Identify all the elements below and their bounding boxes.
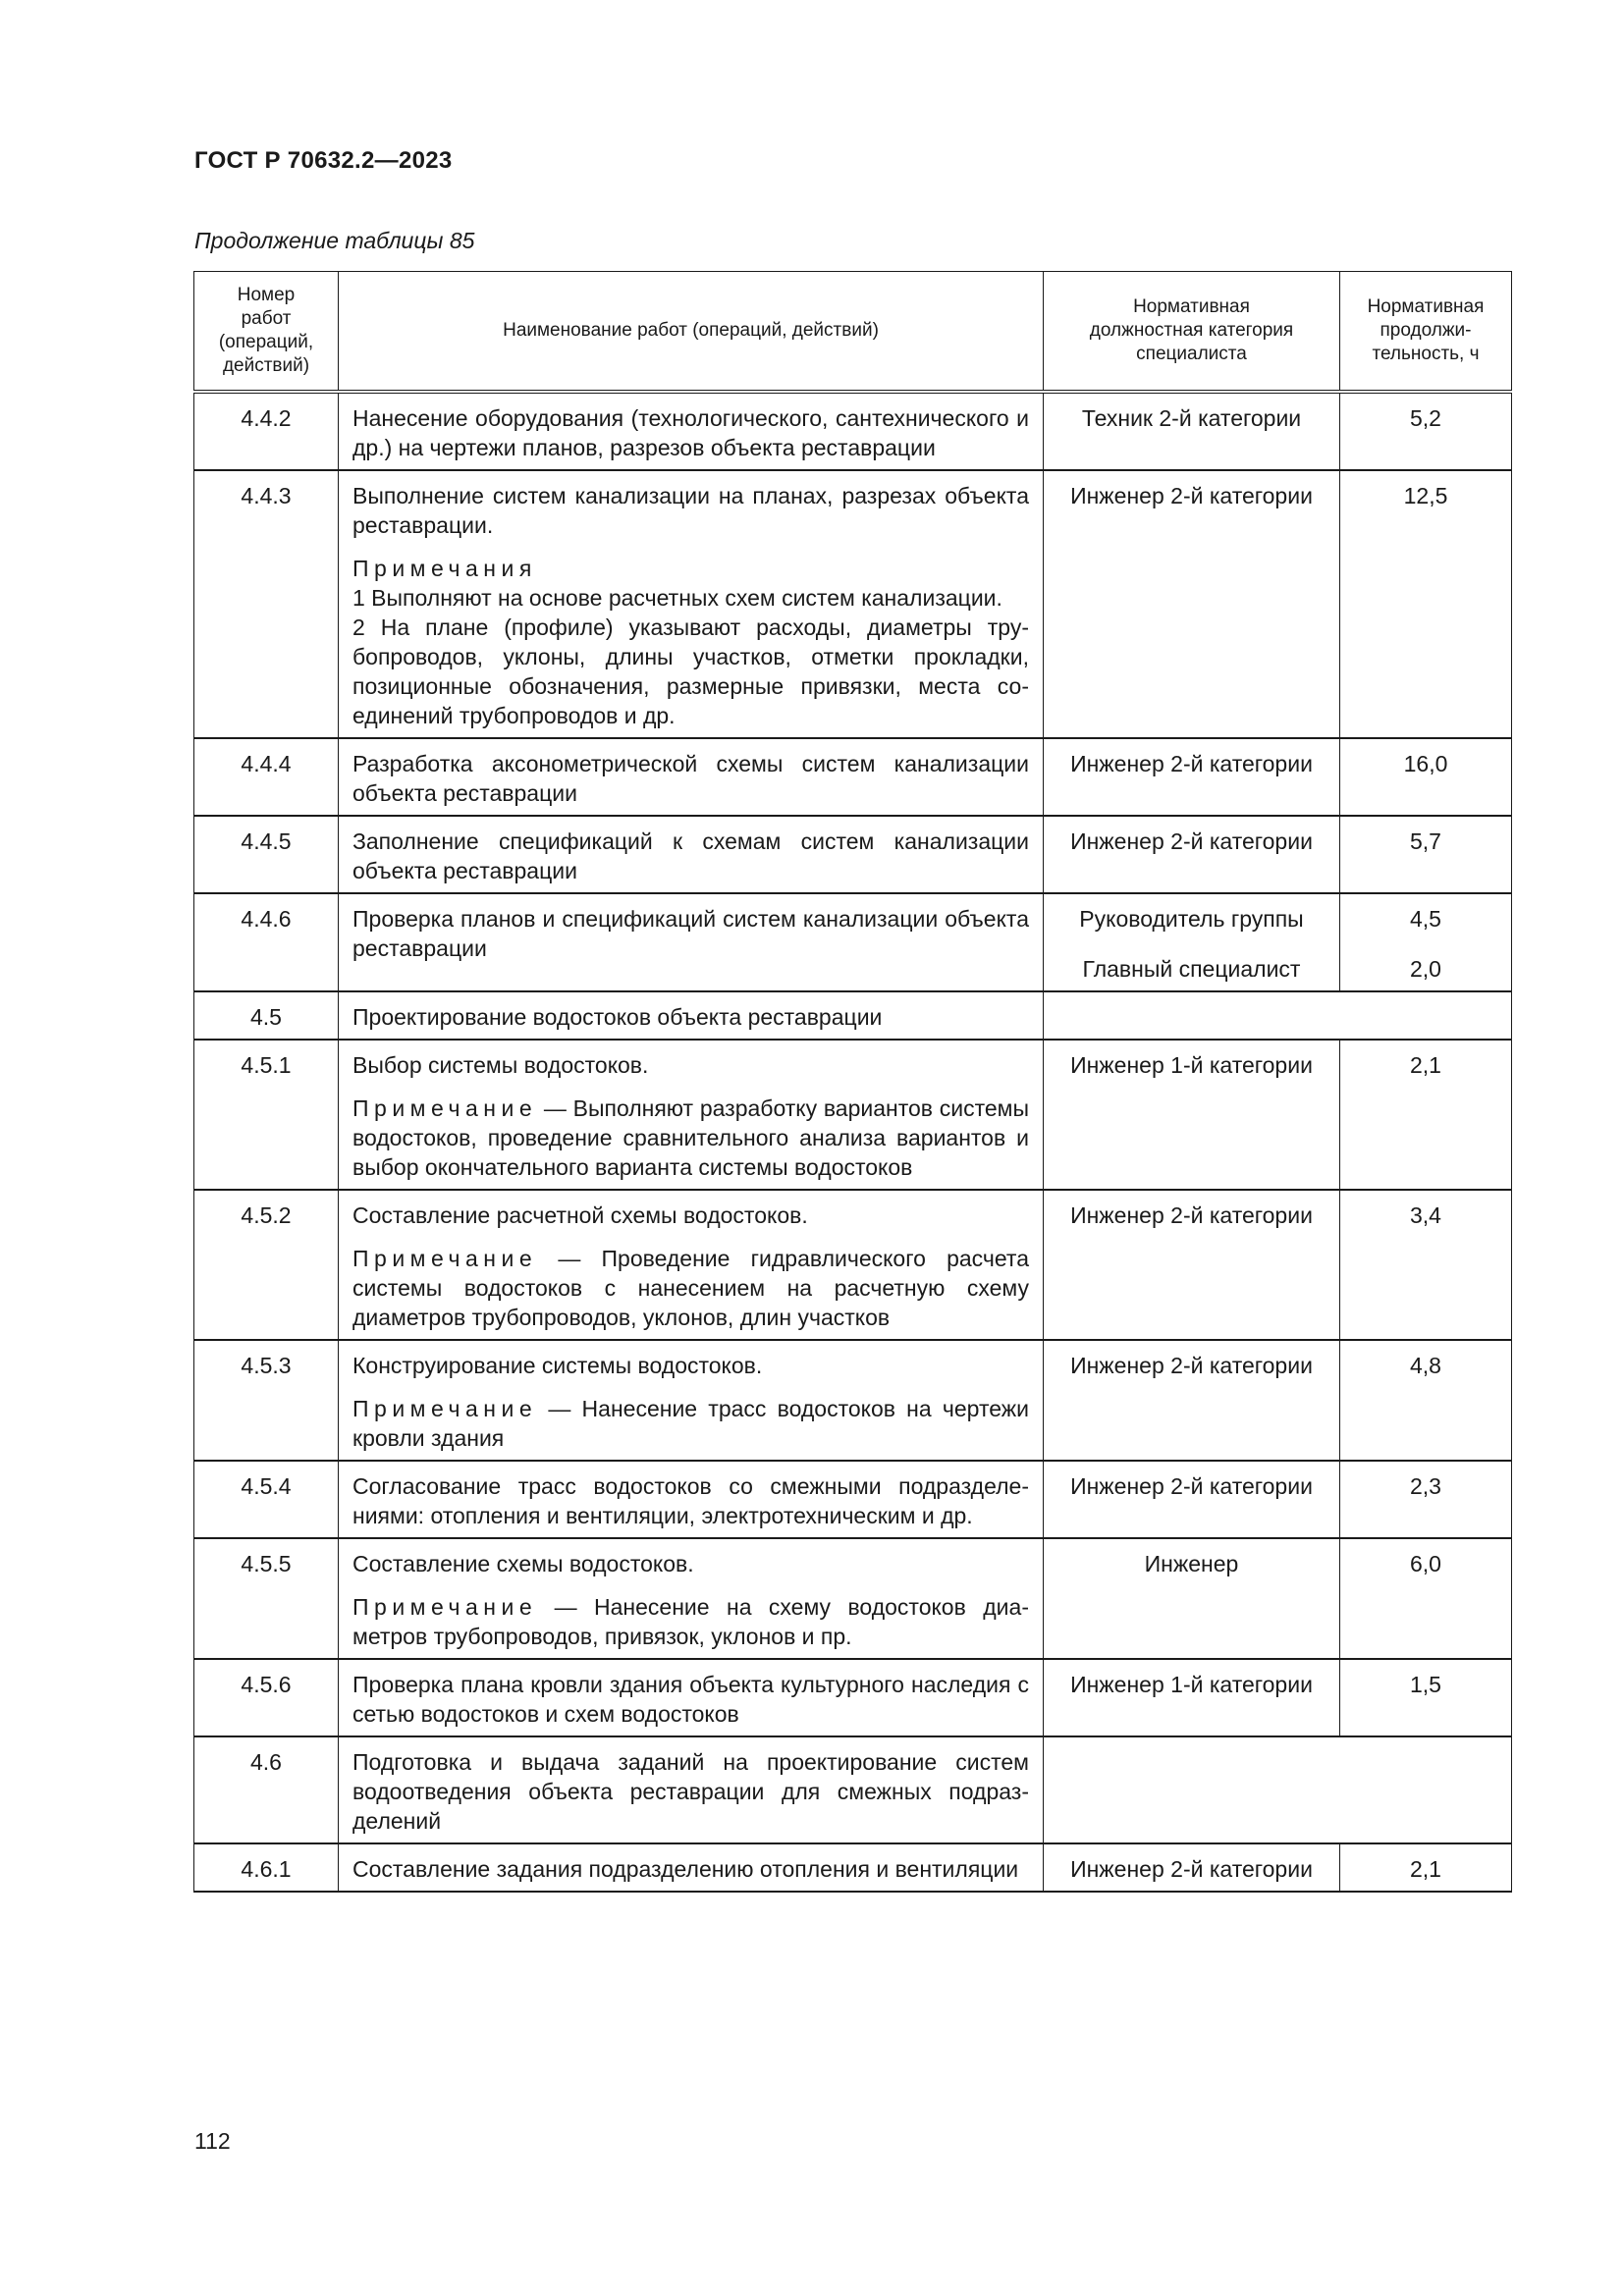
table-row [194, 1659, 1512, 1736]
row-name: Нанесение оборудования (технологического, сантехнического и др.) на чертежи планов, разрезов объекта реставрации [339, 392, 1044, 470]
row-number: 4.5.2 [194, 1190, 339, 1340]
header-duration: Нормативная продолжи- тельность, ч [1340, 272, 1512, 393]
table-row [194, 1843, 1512, 1892]
row-duration: 16,0 [1340, 738, 1512, 816]
table-row [194, 738, 1512, 816]
row-duration [1340, 893, 1512, 991]
row-category: Инженер 2-й категории [1044, 1843, 1340, 1892]
row-note [352, 1394, 1029, 1453]
table-row [194, 392, 1512, 470]
table-row [194, 1736, 1512, 1843]
row-category: Инженер 1-й категории [1044, 1040, 1340, 1190]
row-note [352, 1244, 1029, 1332]
row-number: 4.5.1 [194, 1040, 339, 1190]
row-number: 4.5.6 [194, 1659, 339, 1736]
row-category: Инженер 2-й категории [1044, 1340, 1340, 1461]
table-row [194, 1461, 1512, 1538]
row-name: Проектирование водостоков объекта реставрации [339, 991, 1044, 1040]
row-number: 4.4.4 [194, 738, 339, 816]
note-label: Примечания [352, 556, 537, 581]
row-number: 4.5.3 [194, 1340, 339, 1461]
row-empty-cell [1044, 1736, 1512, 1843]
duration-line: 4,5 [1410, 906, 1441, 932]
row-name [339, 1040, 1044, 1190]
row-name-text: Составление схемы водостоков. [352, 1551, 694, 1576]
note-text: — Нанесение на схему водостоков диаметров трубопроводов, привязок, уклонов и пр. [352, 1594, 1029, 1649]
note-text: — Нанесение трасс водостоков на чертежи кровли здания [352, 1396, 1029, 1451]
table-header-row [194, 272, 1512, 393]
document-code: ГОСТ Р 70632.2—2023 [194, 147, 453, 174]
row-name [339, 470, 1044, 738]
row-number: 4.4.6 [194, 893, 339, 991]
row-empty-cell [1044, 991, 1512, 1040]
row-duration: 1,5 [1340, 1659, 1512, 1736]
note-item: 1 Выполняют на основе расчетных схем систем канализации. [352, 585, 1002, 611]
row-number: 4.6 [194, 1736, 339, 1843]
row-category [1044, 893, 1340, 991]
row-duration: 6,0 [1340, 1538, 1512, 1659]
row-note [352, 1592, 1029, 1651]
table-row [194, 1538, 1512, 1659]
row-duration: 5,2 [1340, 392, 1512, 470]
row-duration: 4,8 [1340, 1340, 1512, 1461]
table-row [194, 991, 1512, 1040]
header-number: Номер работ (операций, действий) [194, 272, 339, 393]
row-number: 4.4.5 [194, 816, 339, 893]
page-number: 112 [194, 2128, 231, 2154]
table-row [194, 470, 1512, 738]
row-number: 4.5 [194, 991, 339, 1040]
row-notes [352, 554, 1029, 730]
table-row [194, 893, 1512, 991]
work-table [193, 271, 1512, 1893]
row-name [339, 1190, 1044, 1340]
header-name: Наименование работ (операций, действий) [339, 272, 1044, 393]
row-number: 4.4.3 [194, 470, 339, 738]
row-category: Инженер 1-й категории [1044, 1659, 1340, 1736]
table-row [194, 1340, 1512, 1461]
note-label: Примечание [352, 1396, 538, 1421]
note-label: Примечание [352, 1594, 538, 1620]
note-item: 2 На плане (профиле) указывают расходы, диаметры трубопроводов, уклоны, длины участков, отметки прокладки, позиционные обозначения, размерные привязки, места соединений трубопроводов и др. [352, 614, 1029, 728]
table-row [194, 1190, 1512, 1340]
row-name [339, 1538, 1044, 1659]
row-number: 4.5.5 [194, 1538, 339, 1659]
row-name-text: Выбор системы водостоков. [352, 1052, 649, 1078]
row-name-text: Конструирование системы водостоков. [352, 1353, 763, 1378]
row-category: Инженер 2-й категории [1044, 738, 1340, 816]
row-duration: 2,1 [1340, 1843, 1512, 1892]
row-duration: 12,5 [1340, 470, 1512, 738]
row-number: 4.6.1 [194, 1843, 339, 1892]
note-text: — Выполняют разработку вариантов системы водостоков, проведение сравнительного анализа вариантов и выбор окончательного варианта системы водостоков [352, 1095, 1029, 1180]
duration-line: 2,0 [1410, 956, 1441, 982]
category-line: Главный специалист [1082, 956, 1301, 982]
row-category: Инженер 2-й категории [1044, 816, 1340, 893]
row-name: Разработка аксонометрической схемы систем канализации объекта реставрации [339, 738, 1044, 816]
row-category: Инженер 2-й категории [1044, 470, 1340, 738]
row-name [339, 1340, 1044, 1461]
row-name: Проверка планов и спецификаций систем канализации объекта реставрации [339, 893, 1044, 991]
row-category: Инженер [1044, 1538, 1340, 1659]
note-text: — Проведение гидравлического расчета системы водостоков с нанесением на расчетную схему диаметров трубопроводов, уклонов, длин участков [352, 1246, 1029, 1330]
row-name: Подготовка и выдача заданий на проектирование систем водоотведения объекта реставрации для смежных подразделений [339, 1736, 1044, 1843]
row-note [352, 1094, 1029, 1182]
row-name: Составление задания подразделению отопления и вентиляции [339, 1843, 1044, 1892]
row-number: 4.4.2 [194, 392, 339, 470]
category-line: Руководитель группы [1079, 906, 1304, 932]
row-duration: 2,3 [1340, 1461, 1512, 1538]
row-name-text: Составление расчетной схемы водостоков. [352, 1202, 808, 1228]
row-duration: 2,1 [1340, 1040, 1512, 1190]
row-duration: 3,4 [1340, 1190, 1512, 1340]
table-continuation-caption: Продолжение таблицы 85 [194, 228, 475, 253]
table-row [194, 816, 1512, 893]
note-label: Примечание [352, 1246, 538, 1271]
row-number: 4.5.4 [194, 1461, 339, 1538]
row-category: Инженер 2-й категории [1044, 1461, 1340, 1538]
table-row [194, 1040, 1512, 1190]
row-category: Инженер 2-й категории [1044, 1190, 1340, 1340]
row-name: Заполнение спецификаций к схемам систем канализации объекта реставрации [339, 816, 1044, 893]
note-label: Примечание [352, 1095, 538, 1121]
row-duration: 5,7 [1340, 816, 1512, 893]
row-name: Проверка плана кровли здания объекта культурного наследия с сетью водостоков и схем водостоков [339, 1659, 1044, 1736]
row-name: Согласование трасс водостоков со смежными подразделениями: отопления и вентиляции, электротехническим и др. [339, 1461, 1044, 1538]
row-name-text: Выполнение систем канализации на планах, разрезах объекта реставрации. [352, 483, 1029, 538]
header-category: Нормативная должностная категория специалиста [1044, 272, 1340, 393]
row-category: Техник 2-й категории [1044, 392, 1340, 470]
